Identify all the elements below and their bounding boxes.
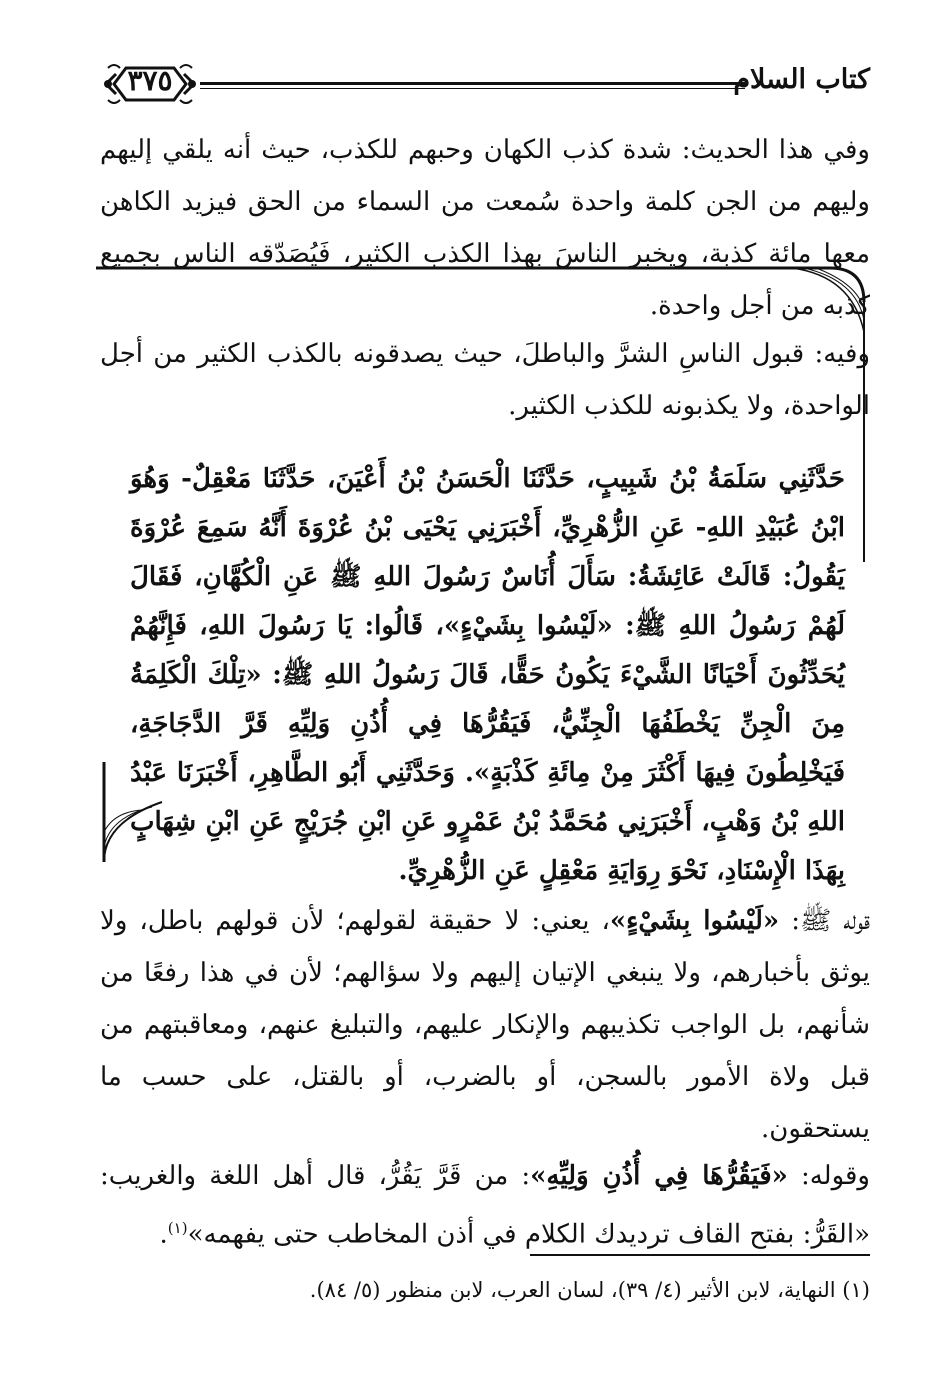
commentary-lead: قوله ﷺ: <box>779 906 870 936</box>
commentary-paragraph-1 <box>100 895 870 1155</box>
page-number: ٣٧٥ <box>127 64 173 97</box>
page-header <box>100 58 870 110</box>
hadith-text: حَدَّثَنِي سَلَمَةُ بْنُ شَبِيبٍ، حَدَّثَنَا الْحَسَنُ بْنُ أَعْيَنَ، حَدَّثَنَا مَعْقِلٌ- وَهُوَ ابْنُ عُبَيْدِ اللهِ- عَنِ الزُّهْرِيِّ، أَخْبَرَنِي يَحْيَى بْنُ عُرْوَةَ أَنَّهُ سَمِعَ عُرْوَةَ يَقُولُ: قَالَتْ عَائِشَةُ: سَأَلَ أُنَاسٌ رَسُولَ اللهِ ﷺ عَنِ الْكُهَّانِ، فَقَالَ لَهُمْ رَسُولُ اللهِ ﷺ: «لَيْسُوا بِشَيْءٍ»، قَالُوا: يَا رَسُولَ اللهِ، فَإِنَّهُمْ يُحَدِّثُونَ أَحْيَانًا الشَّيْءَ يَكُونُ حَقًّا، قَالَ رَسُولُ اللهِ ﷺ: «تِلْكَ الْكَلِمَةُ مِنَ الْجِنِّ يَخْطَفُهَا الْجِنِّيُّ، فَيَقُرُّهَا فِي أُذُنِ وَلِيِّهِ قَرَّ الدَّجَاجَةِ، فَيَخْلِطُونَ فِيهَا أَكْثَرَ مِنْ مِائَةِ كَذْبَةٍ». وَحَدَّثَنِي أَبُو الطَّاهِرِ، أَخْبَرَنَا عَبْدُ اللهِ بْنُ وَهْبٍ، أَخْبَرَنِي مُحَمَّدُ بْنُ عَمْرٍو عَنِ ابْنِ جُرَيْجٍ عَنِ ابْنِ شِهَابٍ بِهَذَا الْإِسْنَادِ، نَحْوَ رِوَايَةِ مَعْقِلٍ عَنِ الزُّهْرِيِّ. <box>130 464 846 886</box>
footnote-1: (١) النهاية، لابن الأثير (٤/ ٣٩)، لسان العرب، لابن منظور (٥/ ٨٤). <box>309 1278 870 1302</box>
commentary-text: : من قَرَّ يَقُرُّ، قال أهل اللغة والغريب: «القَرُّ: بفتح القاف ترديدك الكلام في أذن المخاطب حتى يفهمه» <box>100 1161 870 1250</box>
commentary-paragraph-2 <box>100 1150 870 1261</box>
paragraph-lesson-2: وفيه: قبول الناسِ الشرَّ والباطلَ، حيث يصدقونه بالكذب الكثير من أجل الواحدة، ولا يكذبونه للكذب الكثير. <box>100 339 870 421</box>
footnote-reference[interactable]: (١) <box>167 1219 188 1237</box>
commentary-quote: «لَيْسُوا بِشَيْءٍ» <box>609 906 780 936</box>
header-rule <box>200 82 745 85</box>
footnote-divider <box>530 1254 870 1256</box>
commentary-lead: وقوله: <box>787 1161 870 1191</box>
commentary-end: . <box>159 1219 168 1250</box>
paragraph-lesson-1: وفي هذا الحديث: شدة كذب الكهان وحبهم للكذب، حيث أنه يلقي إليهم وليهم من الجن كلمة واحدة سُمعت من السماء من الحق فيزيد الكاهن معها مائة كذبة، ويخبر الناسَ بهذا الكذب الكثير، فَيُصَدّقه الناس بجميع كذبه من أجل واحدة. <box>100 135 870 321</box>
header-rule-thin <box>200 88 745 89</box>
commentary-quote: «فَيَقُرُّهَا فِي أُذُنِ وَلِيِّهِ» <box>530 1161 788 1191</box>
chapter-title: كتاب السلام <box>733 64 870 95</box>
commentary-text: ، يعني: لا حقيقة لقولهم؛ لأن قولهم باطل، ولا يوثق بأخبارهم، ولا ينبغي الإتيان إليهم ولا سؤالهم؛ لأن في هذا رفعًا من شأنهم، بل الواجب تكذيبهم والإنكار عليهم، والتبليغ عنهم، ومعاقبتهم من قبل ولاة الأمور بالسجن، أو بالضرب، أو بالقتل، على حسب ما يستحقون. <box>100 906 870 1144</box>
